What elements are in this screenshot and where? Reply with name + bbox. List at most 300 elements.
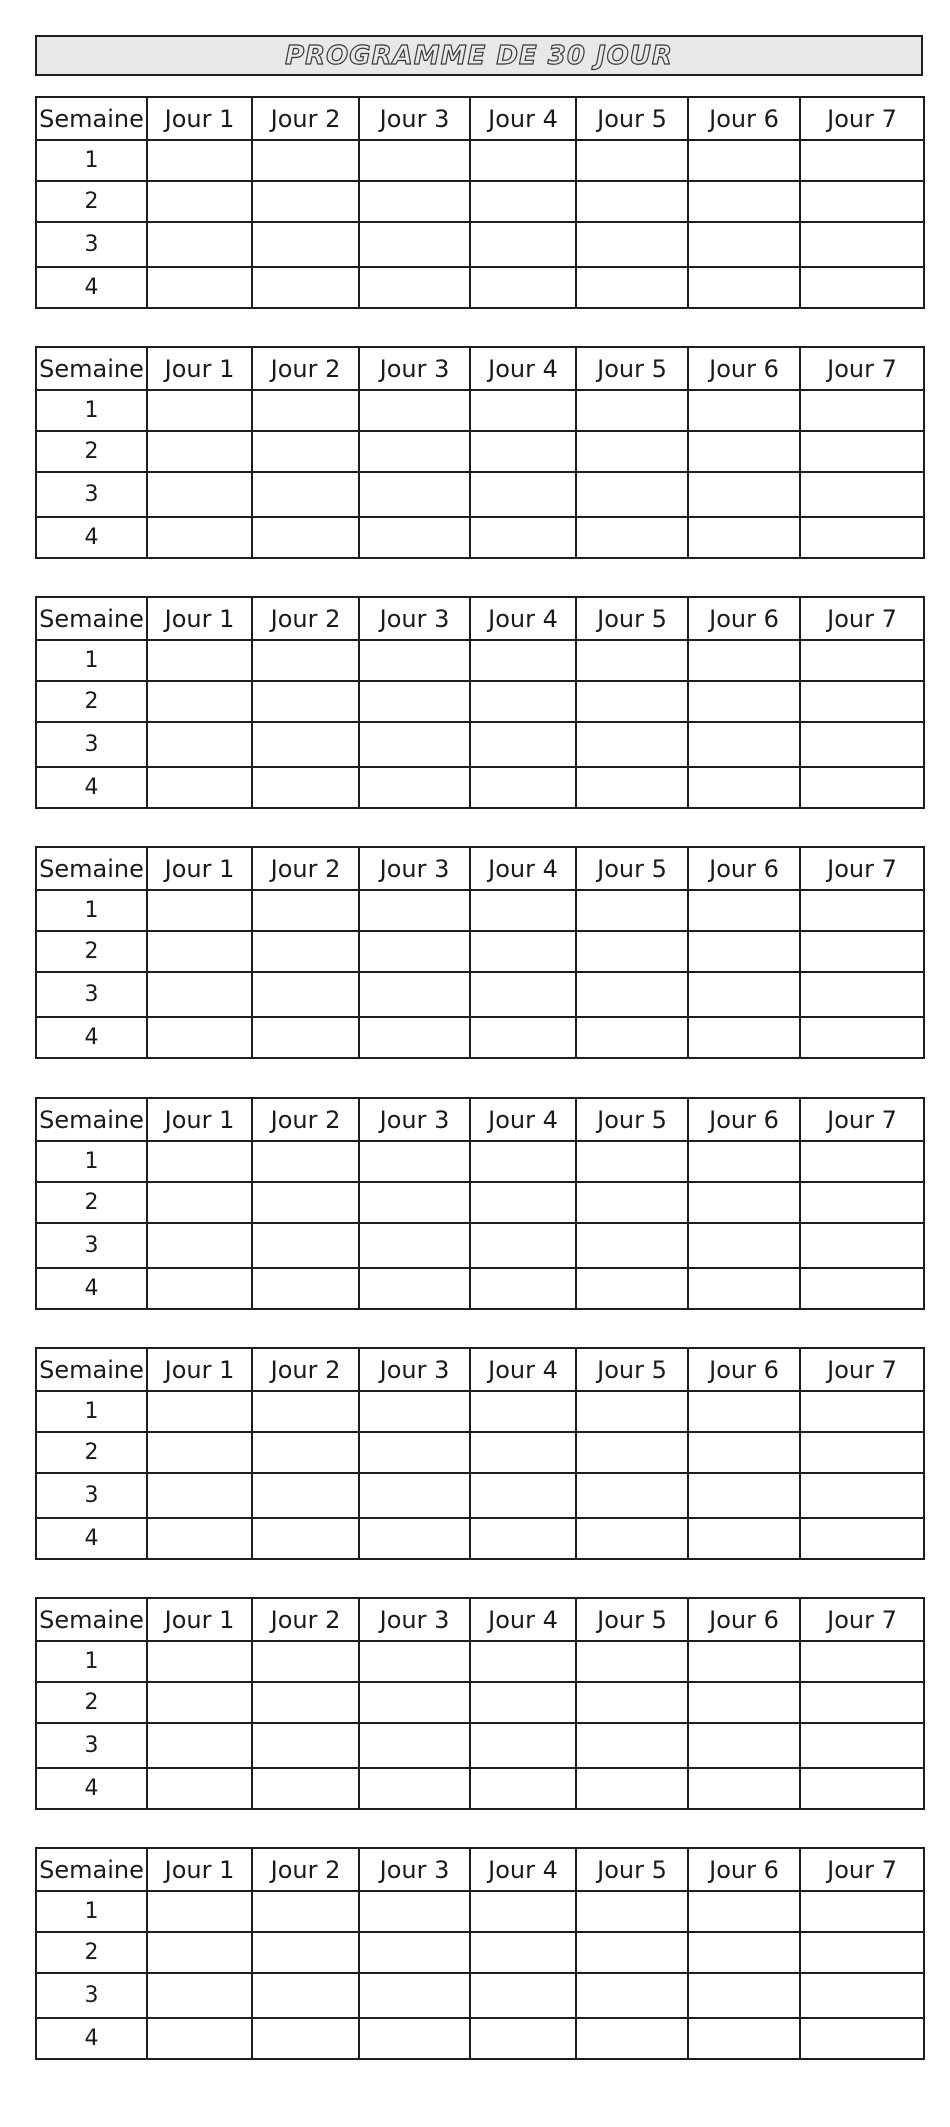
day-column-header-3: Jour 3 [359,1598,470,1641]
day-entry-cell[interactable] [688,1473,800,1518]
day-entry-cell[interactable] [688,640,800,681]
day-entry-cell[interactable] [470,222,576,267]
day-entry-cell[interactable] [576,1182,688,1223]
day-entry-cell[interactable] [576,931,688,972]
day-entry-cell[interactable] [252,1017,359,1058]
day-entry-cell[interactable] [470,267,576,308]
day-entry-cell[interactable] [470,472,576,517]
week-number-cell: 4 [36,517,147,558]
day-column-header-4: Jour 4 [470,347,576,390]
day-column-header-4: Jour 4 [470,1348,576,1391]
day-entry-cell[interactable] [800,1973,924,2018]
table-row [36,1141,924,1182]
day-entry-cell[interactable] [252,267,359,308]
day-entry-cell[interactable] [147,1182,252,1223]
day-column-header-4: Jour 4 [470,1598,576,1641]
day-entry-cell[interactable] [252,1973,359,2018]
day-entry-cell[interactable] [576,1723,688,1768]
schedule-table [35,96,925,309]
day-entry-cell[interactable] [470,517,576,558]
day-entry-cell[interactable] [252,890,359,931]
day-column-header-2: Jour 2 [252,1848,359,1891]
day-entry-cell[interactable] [576,1518,688,1559]
day-column-header-3: Jour 3 [359,347,470,390]
day-entry-cell[interactable] [576,1473,688,1518]
table-row [36,1017,924,1058]
day-entry-cell[interactable] [800,140,924,181]
day-entry-cell[interactable] [252,972,359,1017]
day-entry-cell[interactable] [800,1641,924,1682]
schedule-table [35,596,925,809]
day-entry-cell[interactable] [470,1518,576,1559]
day-entry-cell[interactable] [359,1973,470,2018]
day-entry-cell[interactable] [800,1017,924,1058]
table-row [36,1682,924,1723]
day-entry-cell[interactable] [359,222,470,267]
day-entry-cell[interactable] [359,1432,470,1473]
day-entry-cell[interactable] [359,1473,470,1518]
day-entry-cell[interactable] [147,1723,252,1768]
day-entry-cell[interactable] [147,1518,252,1559]
day-entry-cell[interactable] [359,1932,470,1973]
day-entry-cell[interactable] [359,1768,470,1809]
day-entry-cell[interactable] [470,890,576,931]
day-column-header-7: Jour 7 [800,97,924,140]
day-entry-cell[interactable] [359,140,470,181]
day-entry-cell[interactable] [576,1641,688,1682]
day-entry-cell[interactable] [470,1641,576,1682]
day-entry-cell[interactable] [470,1432,576,1473]
day-entry-cell[interactable] [800,1182,924,1223]
day-entry-cell[interactable] [470,431,576,472]
day-entry-cell[interactable] [470,1723,576,1768]
day-entry-cell[interactable] [359,267,470,308]
day-entry-cell[interactable] [359,390,470,431]
day-entry-cell[interactable] [147,1223,252,1268]
day-entry-cell[interactable] [800,890,924,931]
day-entry-cell[interactable] [252,1723,359,1768]
week-number-cell: 1 [36,1641,147,1682]
day-column-header-1: Jour 1 [147,97,252,140]
day-entry-cell[interactable] [252,1518,359,1559]
day-entry-cell[interactable] [576,1682,688,1723]
day-entry-cell[interactable] [359,472,470,517]
week-number-cell: 1 [36,140,147,181]
day-entry-cell[interactable] [359,431,470,472]
table-row [36,1473,924,1518]
day-entry-cell[interactable] [470,1768,576,1809]
day-entry-cell[interactable] [147,390,252,431]
schedule-table [35,1847,925,2060]
day-entry-cell[interactable] [147,431,252,472]
day-entry-cell[interactable] [359,1682,470,1723]
day-entry-cell[interactable] [147,767,252,808]
day-entry-cell[interactable] [359,1518,470,1559]
table-header-row [36,97,924,140]
day-entry-cell[interactable] [576,1268,688,1309]
day-entry-cell[interactable] [252,767,359,808]
day-entry-cell[interactable] [688,722,800,767]
day-entry-cell[interactable] [800,1768,924,1809]
day-entry-cell[interactable] [576,1017,688,1058]
day-entry-cell[interactable] [576,767,688,808]
day-entry-cell[interactable] [359,681,470,722]
day-entry-cell[interactable] [470,931,576,972]
day-column-header-5: Jour 5 [576,347,688,390]
day-column-header-2: Jour 2 [252,1098,359,1141]
day-entry-cell[interactable] [800,1518,924,1559]
week-number-cell: 3 [36,1473,147,1518]
day-entry-cell[interactable] [800,1891,924,1932]
day-entry-cell[interactable] [359,181,470,222]
day-entry-cell[interactable] [470,1891,576,1932]
week-number-cell: 2 [36,1932,147,1973]
day-entry-cell[interactable] [252,931,359,972]
page-title: PROGRAMME DE 30 JOUR [285,40,673,71]
day-column-header-3: Jour 3 [359,1348,470,1391]
week-number-cell: 3 [36,722,147,767]
day-entry-cell[interactable] [688,517,800,558]
day-entry-cell[interactable] [147,1141,252,1182]
table-row [36,1641,924,1682]
day-entry-cell[interactable] [252,1932,359,1973]
day-entry-cell[interactable] [252,640,359,681]
table-row [36,431,924,472]
day-entry-cell[interactable] [688,681,800,722]
day-entry-cell[interactable] [470,1182,576,1223]
day-entry-cell[interactable] [470,1268,576,1309]
day-entry-cell[interactable] [800,1932,924,1973]
day-entry-cell[interactable] [688,1432,800,1473]
table-row [36,722,924,767]
day-entry-cell[interactable] [688,1682,800,1723]
day-entry-cell[interactable] [359,1391,470,1432]
day-entry-cell[interactable] [252,1141,359,1182]
day-entry-cell[interactable] [252,1682,359,1723]
day-entry-cell[interactable] [800,1391,924,1432]
day-entry-cell[interactable] [147,1768,252,1809]
table-row [36,1518,924,1559]
day-entry-cell[interactable] [576,431,688,472]
day-entry-cell[interactable] [470,1932,576,1973]
day-entry-cell[interactable] [800,767,924,808]
day-entry-cell[interactable] [359,890,470,931]
day-entry-cell[interactable] [252,681,359,722]
day-entry-cell[interactable] [147,267,252,308]
day-entry-cell[interactable] [147,517,252,558]
day-entry-cell[interactable] [359,2018,470,2059]
day-entry-cell[interactable] [576,222,688,267]
day-entry-cell[interactable] [359,517,470,558]
day-entry-cell[interactable] [688,1932,800,1973]
week-column-header: Semaine [36,347,147,390]
day-entry-cell[interactable] [576,1141,688,1182]
day-entry-cell[interactable] [800,222,924,267]
table-row [36,767,924,808]
day-column-header-5: Jour 5 [576,1598,688,1641]
day-entry-cell[interactable] [576,1973,688,2018]
day-entry-cell[interactable] [800,390,924,431]
day-entry-cell[interactable] [576,722,688,767]
week-column-header: Semaine [36,847,147,890]
day-entry-cell[interactable] [252,181,359,222]
day-entry-cell[interactable] [688,222,800,267]
day-entry-cell[interactable] [800,722,924,767]
day-column-header-7: Jour 7 [800,1098,924,1141]
day-entry-cell[interactable] [252,222,359,267]
table-header-row [36,597,924,640]
day-entry-cell[interactable] [688,1182,800,1223]
day-entry-cell[interactable] [576,267,688,308]
day-entry-cell[interactable] [147,1473,252,1518]
day-entry-cell[interactable] [147,722,252,767]
day-column-header-1: Jour 1 [147,847,252,890]
day-entry-cell[interactable] [147,681,252,722]
day-entry-cell[interactable] [470,181,576,222]
day-entry-cell[interactable] [576,472,688,517]
day-entry-cell[interactable] [688,1268,800,1309]
day-column-header-2: Jour 2 [252,347,359,390]
day-entry-cell[interactable] [688,1891,800,1932]
day-entry-cell[interactable] [470,2018,576,2059]
day-entry-cell[interactable] [147,1017,252,1058]
day-column-header-7: Jour 7 [800,1348,924,1391]
day-entry-cell[interactable] [470,1473,576,1518]
week-number-cell: 2 [36,1182,147,1223]
day-entry-cell[interactable] [800,931,924,972]
day-entry-cell[interactable] [688,1723,800,1768]
day-entry-cell[interactable] [688,931,800,972]
day-entry-cell[interactable] [800,517,924,558]
day-entry-cell[interactable] [688,1223,800,1268]
day-entry-cell[interactable] [688,1973,800,2018]
day-entry-cell[interactable] [359,931,470,972]
day-entry-cell[interactable] [147,972,252,1017]
day-entry-cell[interactable] [252,1768,359,1809]
day-entry-cell[interactable] [576,1768,688,1809]
day-entry-cell[interactable] [252,431,359,472]
table-row [36,267,924,308]
day-entry-cell[interactable] [800,1432,924,1473]
day-entry-cell[interactable] [688,767,800,808]
day-entry-cell[interactable] [252,1473,359,1518]
day-entry-cell[interactable] [576,390,688,431]
day-entry-cell[interactable] [800,267,924,308]
day-entry-cell[interactable] [147,140,252,181]
day-column-header-5: Jour 5 [576,97,688,140]
day-entry-cell[interactable] [800,1268,924,1309]
day-entry-cell[interactable] [252,1223,359,1268]
day-entry-cell[interactable] [470,1682,576,1723]
day-entry-cell[interactable] [470,1017,576,1058]
day-entry-cell[interactable] [252,1268,359,1309]
day-entry-cell[interactable] [576,1932,688,1973]
day-entry-cell[interactable] [576,681,688,722]
day-entry-cell[interactable] [576,640,688,681]
table-header-row [36,1098,924,1141]
day-entry-cell[interactable] [252,390,359,431]
day-entry-cell[interactable] [252,472,359,517]
day-entry-cell[interactable] [470,1391,576,1432]
day-entry-cell[interactable] [147,640,252,681]
day-entry-cell[interactable] [688,472,800,517]
day-entry-cell[interactable] [147,222,252,267]
table-row [36,472,924,517]
day-entry-cell[interactable] [359,722,470,767]
day-entry-cell[interactable] [688,1641,800,1682]
day-entry-cell[interactable] [800,1682,924,1723]
table-header-row [36,1348,924,1391]
week-number-cell: 1 [36,1891,147,1932]
day-entry-cell[interactable] [576,972,688,1017]
day-entry-cell[interactable] [147,931,252,972]
day-entry-cell[interactable] [800,1723,924,1768]
day-entry-cell[interactable] [688,890,800,931]
day-entry-cell[interactable] [576,181,688,222]
day-entry-cell[interactable] [688,1017,800,1058]
day-entry-cell[interactable] [688,2018,800,2059]
day-entry-cell[interactable] [147,1891,252,1932]
week-number-cell: 2 [36,181,147,222]
day-entry-cell[interactable] [576,890,688,931]
day-entry-cell[interactable] [688,267,800,308]
day-entry-cell[interactable] [470,681,576,722]
day-column-header-1: Jour 1 [147,1348,252,1391]
day-entry-cell[interactable] [470,767,576,808]
day-entry-cell[interactable] [800,472,924,517]
day-entry-cell[interactable] [252,1391,359,1432]
day-entry-cell[interactable] [688,972,800,1017]
day-column-header-5: Jour 5 [576,597,688,640]
day-entry-cell[interactable] [359,640,470,681]
day-entry-cell[interactable] [359,767,470,808]
day-column-header-6: Jour 6 [688,97,800,140]
day-column-header-7: Jour 7 [800,347,924,390]
day-column-header-7: Jour 7 [800,1598,924,1641]
day-column-header-7: Jour 7 [800,1848,924,1891]
day-column-header-6: Jour 6 [688,1098,800,1141]
day-column-header-3: Jour 3 [359,1098,470,1141]
day-entry-cell[interactable] [147,890,252,931]
day-entry-cell[interactable] [252,1891,359,1932]
day-entry-cell[interactable] [800,640,924,681]
day-entry-cell[interactable] [688,181,800,222]
week-number-cell: 3 [36,972,147,1017]
day-entry-cell[interactable] [688,431,800,472]
day-entry-cell[interactable] [800,431,924,472]
day-entry-cell[interactable] [147,1973,252,2018]
day-entry-cell[interactable] [252,1432,359,1473]
day-entry-cell[interactable] [688,1518,800,1559]
day-entry-cell[interactable] [576,1223,688,1268]
day-entry-cell[interactable] [576,1432,688,1473]
day-entry-cell[interactable] [252,140,359,181]
day-entry-cell[interactable] [576,1391,688,1432]
day-entry-cell[interactable] [252,517,359,558]
table-header-row [36,347,924,390]
day-entry-cell[interactable] [576,1891,688,1932]
day-entry-cell[interactable] [470,972,576,1017]
day-entry-cell[interactable] [800,1473,924,1518]
day-entry-cell[interactable] [359,1017,470,1058]
week-number-cell: 3 [36,1973,147,2018]
day-entry-cell[interactable] [252,1641,359,1682]
day-entry-cell[interactable] [688,390,800,431]
day-entry-cell[interactable] [800,1223,924,1268]
day-entry-cell[interactable] [147,181,252,222]
day-entry-cell[interactable] [359,1141,470,1182]
day-entry-cell[interactable] [359,1641,470,1682]
day-entry-cell[interactable] [359,1268,470,1309]
day-entry-cell[interactable] [576,517,688,558]
day-column-header-4: Jour 4 [470,1098,576,1141]
day-entry-cell[interactable] [470,1141,576,1182]
day-entry-cell[interactable] [470,1223,576,1268]
title-banner [35,35,923,76]
day-entry-cell[interactable] [688,1768,800,1809]
day-entry-cell[interactable] [147,1932,252,1973]
table-row [36,1723,924,1768]
day-entry-cell[interactable] [800,2018,924,2059]
day-entry-cell[interactable] [147,1432,252,1473]
week-column-header: Semaine [36,1098,147,1141]
day-entry-cell[interactable] [800,681,924,722]
day-entry-cell[interactable] [800,1141,924,1182]
day-entry-cell[interactable] [252,722,359,767]
day-entry-cell[interactable] [688,1141,800,1182]
day-entry-cell[interactable] [800,181,924,222]
day-entry-cell[interactable] [470,1973,576,2018]
day-entry-cell[interactable] [470,140,576,181]
day-entry-cell[interactable] [147,2018,252,2059]
table-row [36,1768,924,1809]
schedule-table [35,1597,925,1810]
day-entry-cell[interactable] [147,472,252,517]
day-entry-cell[interactable] [359,1223,470,1268]
day-entry-cell[interactable] [252,1182,359,1223]
table-row [36,390,924,431]
table-row [36,931,924,972]
day-entry-cell[interactable] [470,390,576,431]
day-entry-cell[interactable] [147,1391,252,1432]
day-entry-cell[interactable] [359,972,470,1017]
week-number-cell: 4 [36,267,147,308]
day-entry-cell[interactable] [470,722,576,767]
day-entry-cell[interactable] [800,972,924,1017]
day-entry-cell[interactable] [470,640,576,681]
day-entry-cell[interactable] [688,140,800,181]
day-column-header-1: Jour 1 [147,597,252,640]
day-entry-cell[interactable] [359,1182,470,1223]
day-column-header-2: Jour 2 [252,597,359,640]
day-column-header-3: Jour 3 [359,97,470,140]
day-entry-cell[interactable] [147,1682,252,1723]
table-row [36,1432,924,1473]
day-entry-cell[interactable] [576,2018,688,2059]
day-entry-cell[interactable] [359,1891,470,1932]
week-number-cell: 4 [36,2018,147,2059]
week-number-cell: 1 [36,390,147,431]
day-column-header-2: Jour 2 [252,1598,359,1641]
day-column-header-5: Jour 5 [576,1098,688,1141]
day-entry-cell[interactable] [688,1391,800,1432]
week-column-header: Semaine [36,1848,147,1891]
day-entry-cell[interactable] [576,140,688,181]
day-entry-cell[interactable] [359,1723,470,1768]
day-entry-cell[interactable] [252,2018,359,2059]
day-entry-cell[interactable] [147,1268,252,1309]
day-entry-cell[interactable] [147,1641,252,1682]
